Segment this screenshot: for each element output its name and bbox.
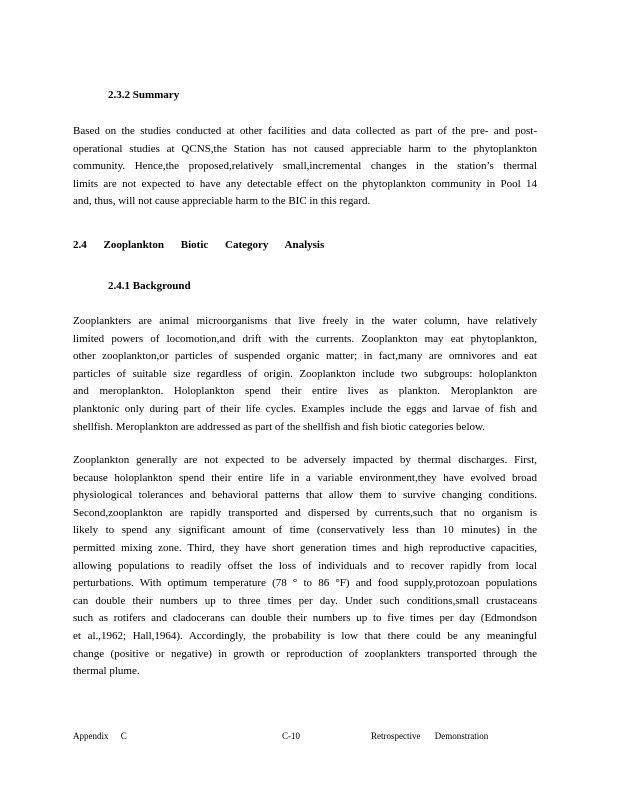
- section-heading: 2.4 Zooplankton Biotic Category Analysis: [73, 239, 325, 251]
- impact-line: change (positive or negative) in growth or reproduction of zooplankters transported through the: [73, 647, 537, 660]
- impact-line: can double their numbers up to three times per day. Under such conditions,small crustaceans: [73, 594, 537, 607]
- impact-line: permitted mixing zone. Third, they have short generation times and high reproductive capacities,: [73, 541, 537, 554]
- summary-line: and, thus, will not cause appreciable harm to the BIC in this regard.: [73, 195, 371, 208]
- impact-line: because holoplankton spend their entire life in a variable environment,they have evolved broad: [73, 471, 537, 484]
- background-paragraph: [73, 313, 537, 436]
- summary-line: community. Hence,the proposed,relatively small,incremental changes in the station’s thermal: [73, 160, 537, 173]
- summary-paragraph: [73, 123, 537, 211]
- background-line: shellfish. Meroplankton are addressed as part of the shellfish and fish biotic categories below.: [73, 420, 485, 433]
- impact-line: thermal plume.: [73, 665, 140, 678]
- impact-paragraph: [73, 452, 537, 681]
- summary-heading: 2.3.2 Summary: [108, 89, 180, 101]
- footer-page-number: C-10: [282, 731, 300, 741]
- summary-line: operational studies at QCNS,the Station has not caused appreciable harm to the phytoplankton: [73, 142, 537, 155]
- impact-line: allowing populations to readily offset the loss of individuals and to recover rapidly from local: [73, 559, 537, 572]
- background-line: planktonic only during part of their life cycles. Examples include the eggs and larvae of fish and: [73, 402, 537, 415]
- background-line: Zooplankters are animal microorganisms that live freely in the water column, have relatively: [73, 315, 537, 327]
- impact-line: physiological tolerances and behavioral patterns that allow them to survive changing conditions.: [73, 489, 537, 502]
- background-heading: 2.4.1 Background: [108, 280, 191, 292]
- impact-line: Zooplankton generally are not expected to be adversely impacted by thermal discharges. First,: [73, 454, 537, 466]
- impact-line: et al.,1962; Hall,1964). Accordingly, the probability is low that there could be any meaningful: [73, 629, 537, 642]
- background-line: particles of suitable size regardless of origin. Zooplankton include two subgroups: holoplankton: [73, 367, 537, 380]
- footer-appendix: Appendix C: [73, 731, 127, 741]
- background-line: and meroplankton. Holoplankton spend their entire lives as plankton. Meroplankton are: [73, 385, 537, 398]
- background-line: other zooplankton,or particles of suspended organic matter; in fact,many are omnivores and eat: [73, 350, 537, 363]
- footer-document-title: Retrospective Demonstration: [371, 731, 489, 741]
- impact-line: Second,zooplankton are rapidly transported and dispersed by currents,such that no organism is: [73, 506, 537, 519]
- background-line: limited powers of locomotion,and drift with the currents. Zooplankton may eat phytoplankton,: [73, 332, 537, 345]
- summary-line: Based on the studies conducted at other facilities and data collected as part of the pre- and post-: [73, 125, 537, 137]
- summary-line: limits are not expected to have any detectable effect on the phytoplankton community in Pool 14: [73, 177, 537, 190]
- impact-line: such as rotifers and cladocerans can double their numbers up to five times per day (Edmondson: [73, 612, 537, 625]
- impact-line: perturbations. With optimum temperature (78 ° to 86 °F) and food supply,protozoan populations: [73, 577, 537, 590]
- impact-line: likely to spend any significant amount of time (conservatively less than 10 minutes) in the: [73, 524, 537, 537]
